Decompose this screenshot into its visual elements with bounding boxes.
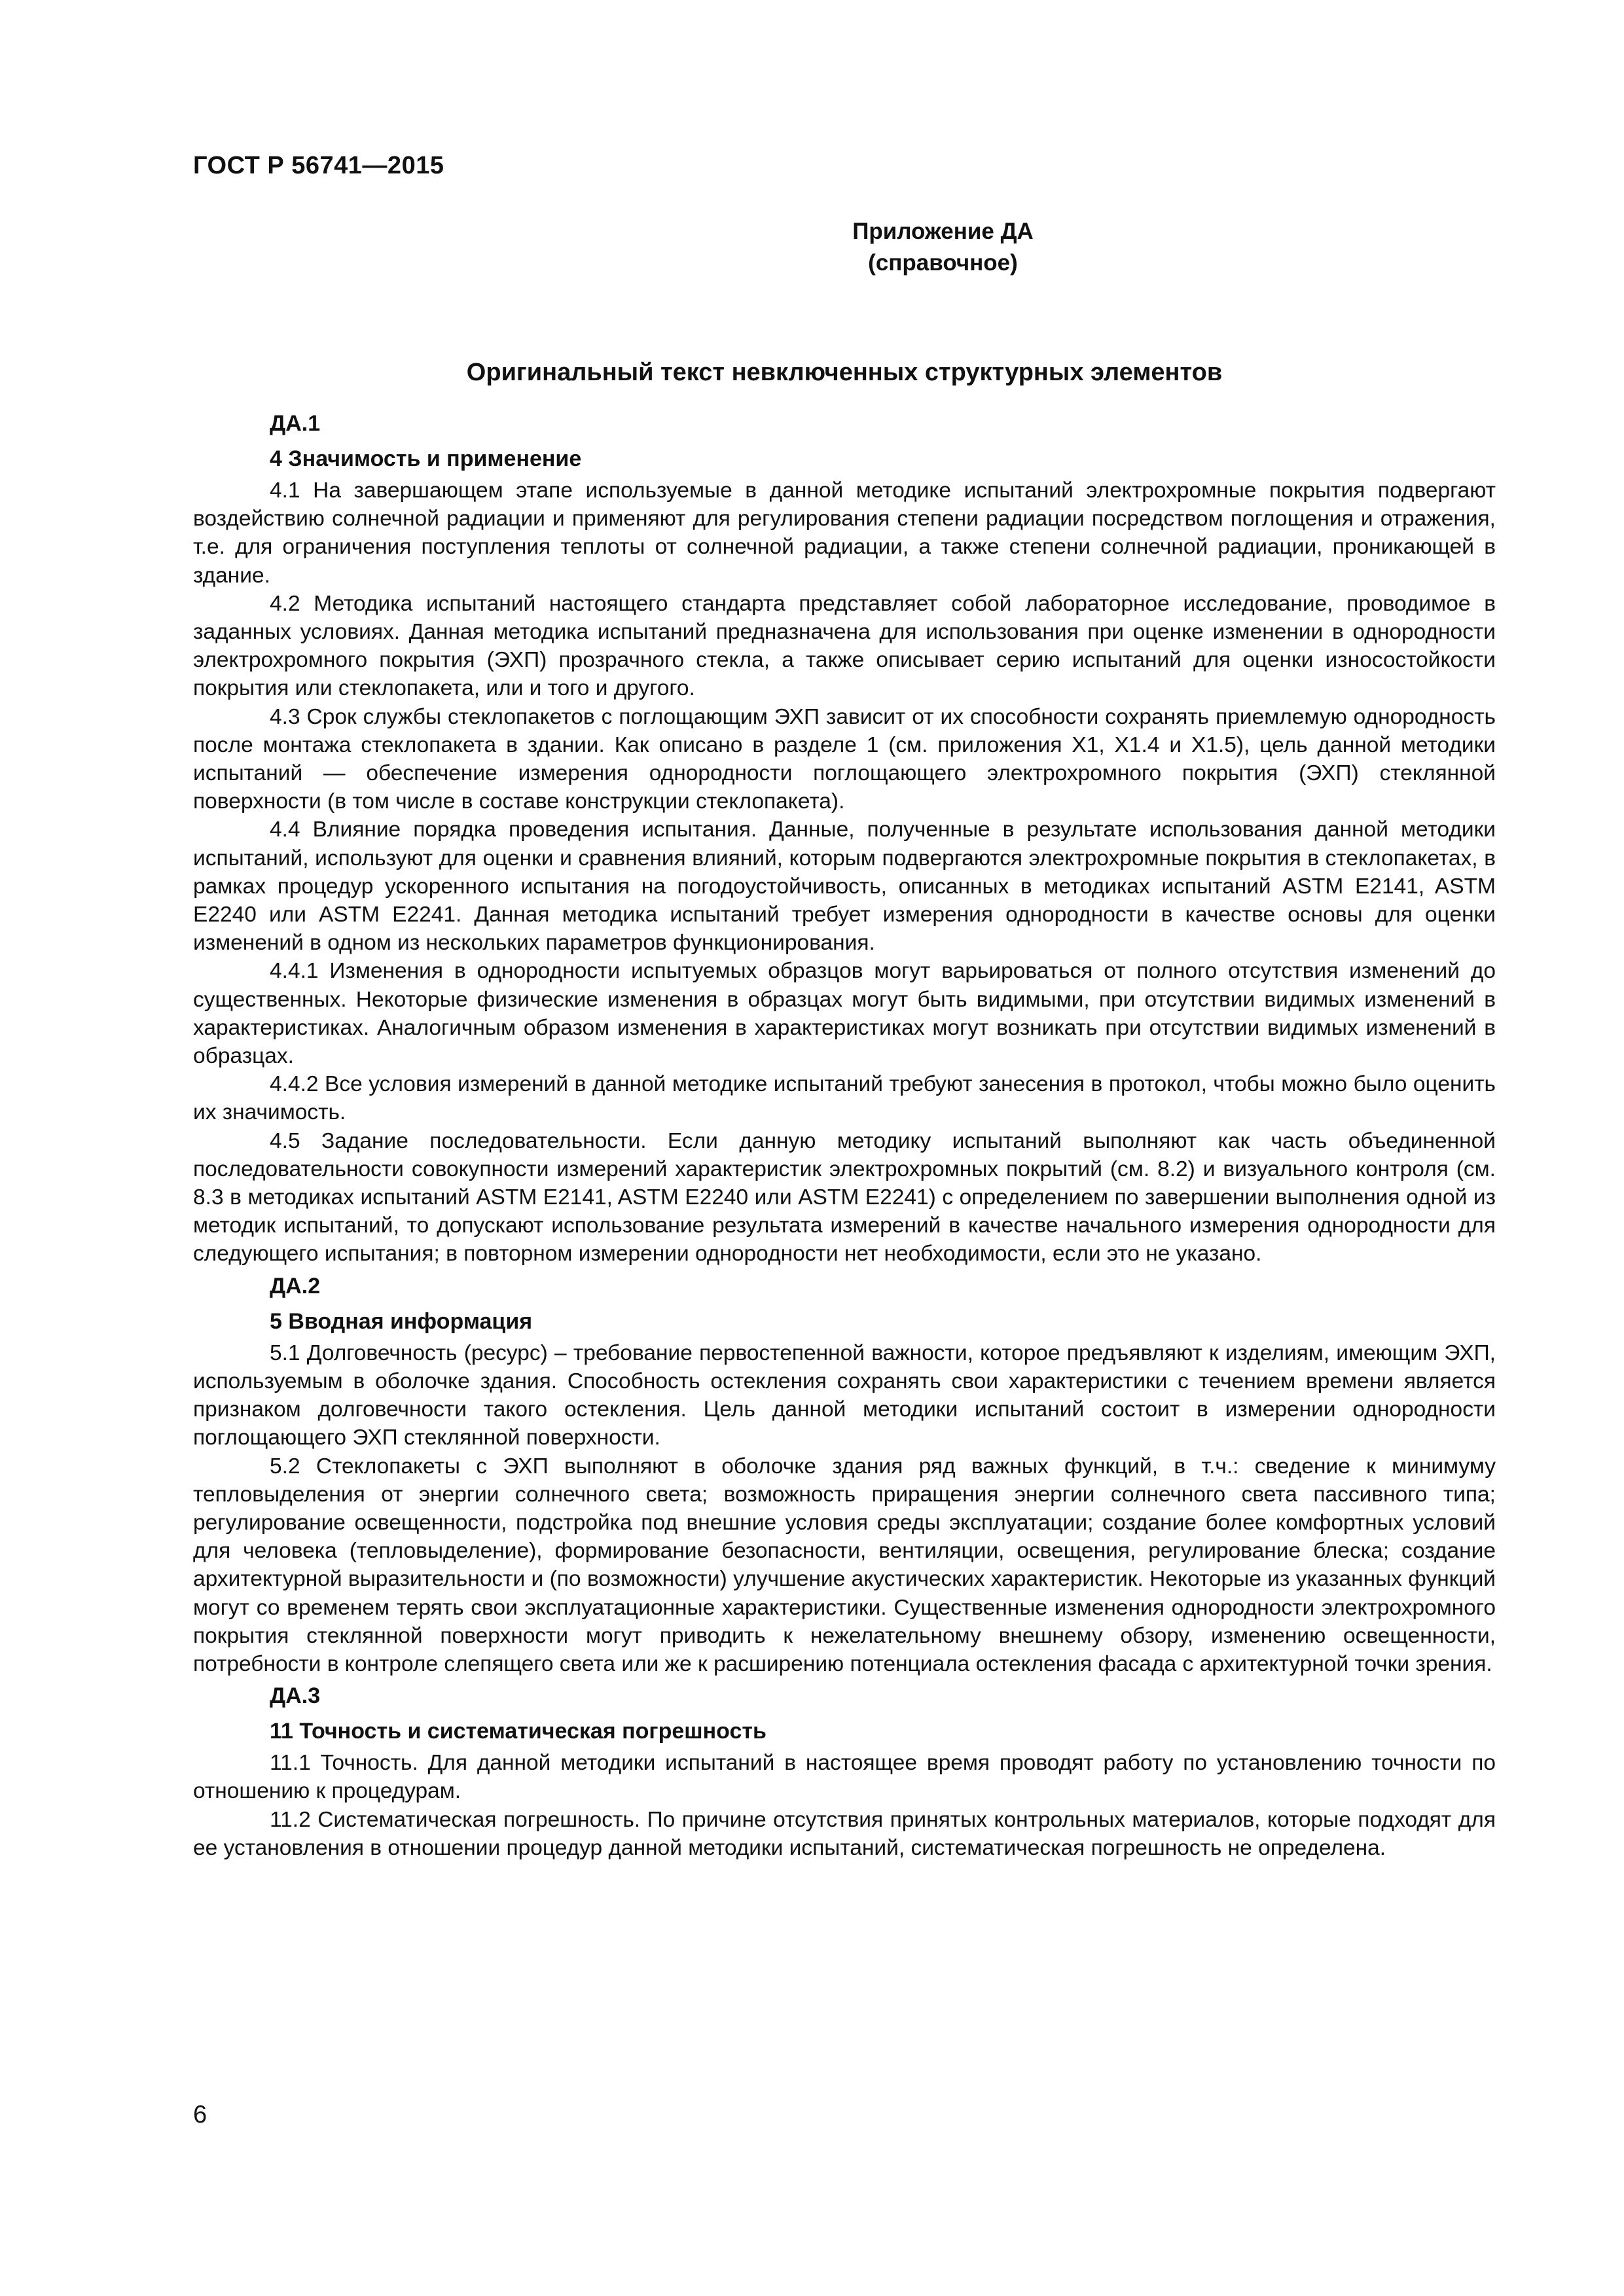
- section-title: 5 Вводная информация: [270, 1308, 533, 1334]
- document-body: [193, 406, 1496, 1862]
- paragraph-4-4: 4.4 Влияние порядка проведения испытания. Данные, полученные в результате использования данной методики испытаний, используют для оценки и сравнения влияний, которым подвергаются электрохромные покрытия в стеклопакетах, в рамках процедур ускоренного испытания на погодоустойчивость, описанных в методиках испытаний ASTM E2141, ASTM E2240 или ASTM E2241. Данная методика испытаний требует измерения однородности в качестве основы для оценки изменений в одном из нескольких параметров функционирования.: [193, 817, 1496, 956]
- section-label: ДА.1: [270, 411, 321, 436]
- page-number: 6: [193, 2101, 208, 2128]
- section-label: ДА.3: [270, 1683, 321, 1709]
- appendix-subtitle: (справочное): [868, 250, 1018, 276]
- section-da2: [193, 1268, 1496, 1678]
- section-da1: [193, 406, 1496, 1268]
- appendix-heading: [0, 216, 1624, 279]
- document-code: ГОСТ Р 56741—2015: [193, 152, 444, 179]
- section-title: 11 Точность и систематическая погрешность: [270, 1719, 767, 1744]
- paragraph-11-2: 11.2 Систематическая погрешность. По причине отсутствия принятых контрольных материалов, которые подходят для ее установления в отношении процедур данной методики испытаний, систематическая погрешность не определена.: [193, 1807, 1496, 1860]
- paragraph-4-4-1: 4.4.1 Изменения в однородности испытуемых образцов могут варьироваться от полного отсутствия изменений до существенных. Некоторые физические изменения в образцах могут быть видимыми, при отсутствии видимых изменений в характеристиках. Аналогичным образом изменения в характеристиках могут возникать при отсутствии видимых изменений в образцах.: [193, 959, 1496, 1069]
- paragraph-5-1: 5.1 Долговечность (ресурс) – требование первостепенной важности, которое предъявляют к изделиям, имеющим ЭХП, используемым в оболочке здания. Способность остекления сохранять свои характеристики с течением времени является признаком долговечности такого остекления. Цель данной методики испытаний состоит в измерении однородности поглощающего ЭХП стеклянной поверхности.: [193, 1340, 1496, 1450]
- appendix-title: Приложение ДА: [852, 219, 1034, 244]
- section-label: ДА.2: [270, 1273, 321, 1299]
- paragraph-4-1: 4.1 На завершающем этапе используемые в данной методике испытаний электрохромные покрытия подвергают воздействию солнечной радиации и применяют для регулирования степени радиации посредством поглощения и отражения, т.е. для ограничения поступления теплоты от солнечной радиации, а также степени солнечной радиации, проникающей в здание.: [193, 478, 1496, 588]
- paragraph-4-4-2: 4.4.2 Все условия измерений в данной методике испытаний требуют занесения в протокол, чтобы можно было оценить их значимость.: [193, 1072, 1496, 1125]
- paragraph-4-3: 4.3 Срок службы стеклопакетов с поглощающим ЭХП зависит от их способности сохранять приемлемую однородность после монтажа стеклопакета в здании. Как описано в разделе 1 (см. приложения X1, X1.4 и X1.5), цель данной методики испытаний — обеспечение измерения однородности поглощающего электрохромного покрытия (ЭХП) стеклянной поверхности (в том числе в составе конструкции стеклопакета).: [193, 704, 1496, 814]
- paragraph-11-1: 11.1 Точность. Для данной методики испытаний в настоящее время проводят работу по установлению точности по отношению к процедурам.: [193, 1751, 1496, 1804]
- paragraph-4-2: 4.2 Методика испытаний настоящего стандарта представляет собой лабораторное исследование, проводимое в заданных условиях. Данная методика испытаний предназначена для использования при оценке изменении в однородности электрохромного покрытия (ЭХП) прозрачного стекла, а также описывает серию испытаний для оценки износостойкости покрытия или стеклопакета, или и того и другого.: [193, 591, 1496, 701]
- paragraph-5-2: 5.2 Стеклопакеты с ЭХП выполняют в оболочке здания ряд важных функций, в т.ч.: сведение к минимуму тепловыделения от энергии солнечного света; возможность приращения энергии солнечного света пассивного типа; регулирование освещенности, подстройка под внешние условия среды эксплуатации; создание более комфортных условий для человека (тепловыделение), формирование безопасности, вентиляции, освещения, регулирование блеска; создание архитектурной выразительности и (по возможности) улучшение акустических характеристик. Некоторые из указанных функций могут со временем терять свои эксплуатационные характеристики. Существенные изменения однородности электрохромного покрытия стеклянной поверхности могут приводить к нежелательному внешнему обзору, изменению освещенности, потребности в контроле слепящего света или же к расширению потенциала остекления фасада с архитектурной точки зрения.: [193, 1454, 1496, 1676]
- main-title: Оригинальный текст невключенных структурных элементов: [466, 359, 1223, 386]
- section-da3: [193, 1678, 1496, 1862]
- section-title: 4 Значимость и применение: [270, 446, 582, 471]
- paragraph-4-5: 4.5 Задание последовательности. Если данную методику испытаний выполняют как часть объединенной последовательности совокупности измерений характеристик электрохромных покрытий (см. 8.2) и визуального контроля (см. 8.3 в методиках испытаний ASTM E2141, ASTM E2240 или ASTM E2241) с определением по завершении выполнения одной из методик испытаний, то допускают использование результата измерений в качестве начального измерения однородности для следующего испытания; в повторном измерении однородности нет необходимости, если это не указано.: [193, 1128, 1496, 1266]
